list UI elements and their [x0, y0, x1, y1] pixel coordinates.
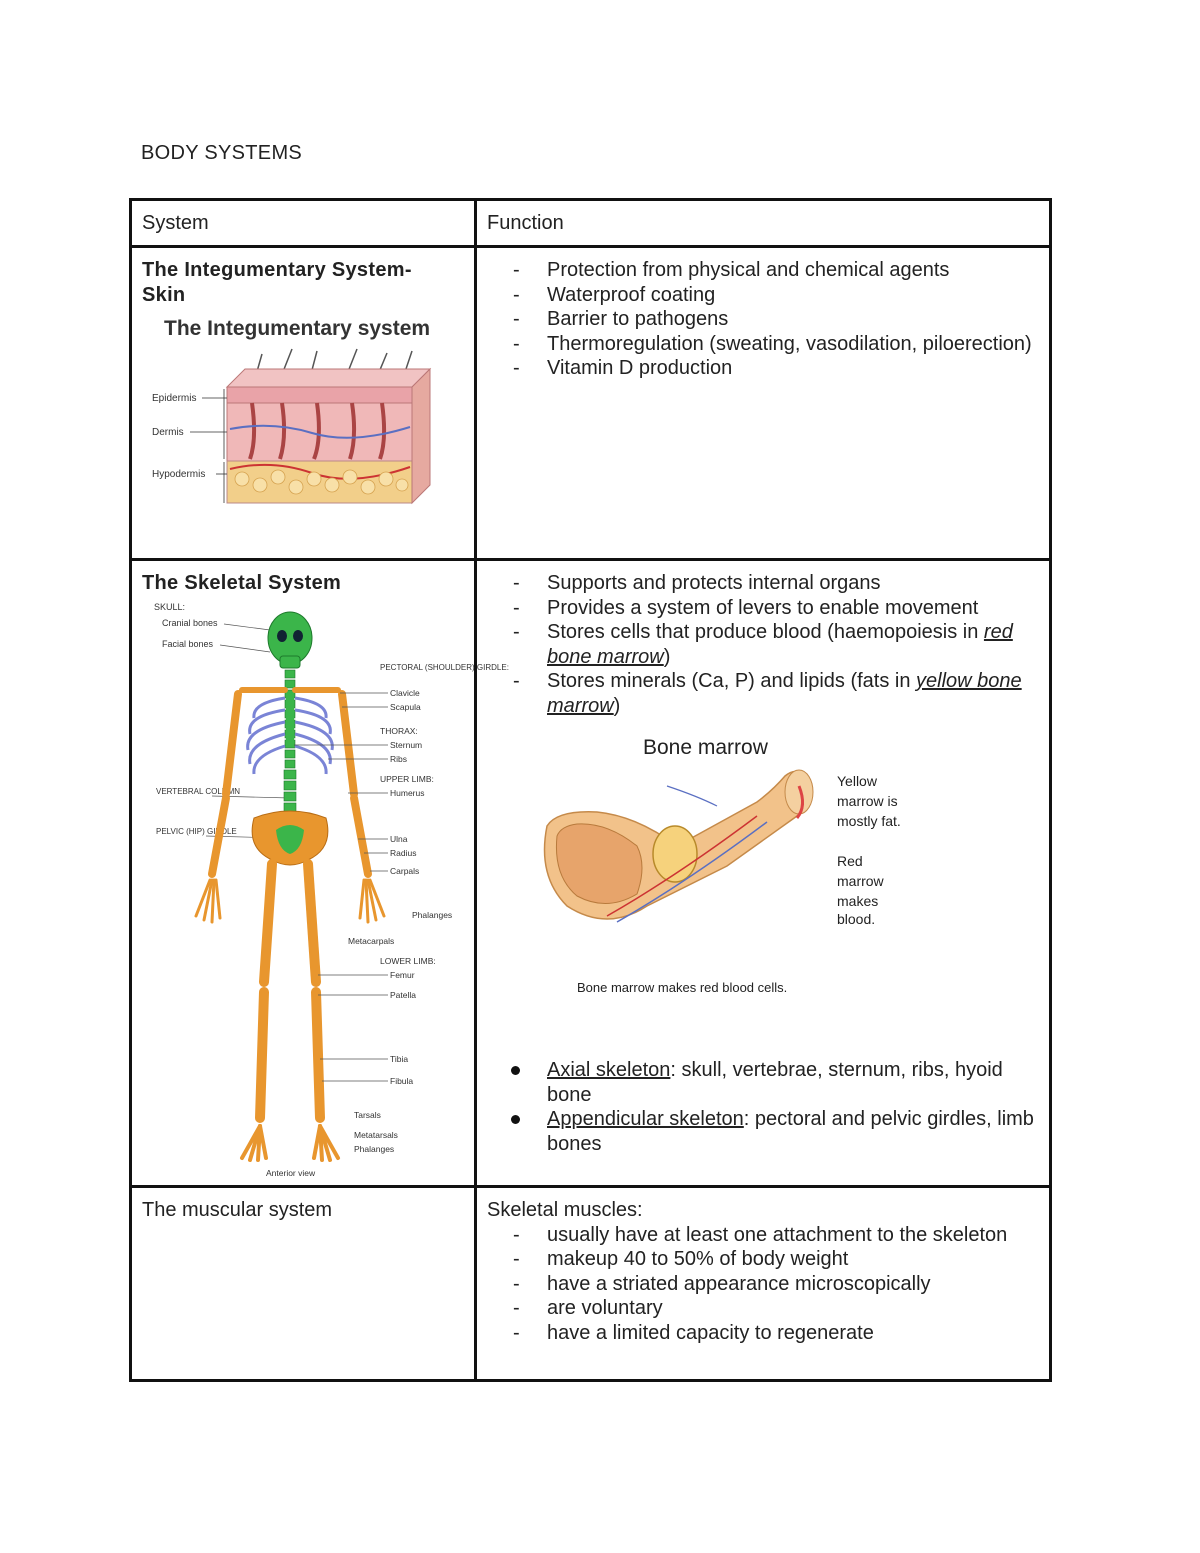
list-item	[547, 669, 1039, 718]
header-system: System	[131, 200, 476, 247]
svg-text:Red marrow	[837, 853, 888, 927]
label-skull: SKULL:	[154, 601, 186, 612]
label-thorax: THORAX:	[380, 725, 418, 736]
list-item: - have a limited capacity to regenerate	[547, 1321, 1039, 1346]
yellow-bone-marrow-link[interactable]: yellow bone marrow	[547, 670, 1022, 717]
red-bone-marrow-link[interactable]: red bone marrow	[547, 621, 1013, 668]
bone-icon	[545, 770, 814, 922]
list-item: - Protection from physical and chemical agents	[547, 258, 1039, 283]
label-metatarsals: Metatarsals	[354, 1129, 398, 1140]
note-line: makes	[837, 893, 879, 909]
foot-bones-icon	[242, 1126, 338, 1160]
note-line: marrow	[837, 873, 884, 889]
note-line: blood.	[837, 911, 876, 927]
label-vertebral-column: VERTEBRAL COLUMN	[156, 786, 241, 796]
label-lower-limb: LOWER LIMB:	[380, 955, 436, 966]
document-title: BODY SYSTEMS	[141, 142, 303, 164]
list-item: - Waterproof coating	[547, 283, 1039, 308]
note-line: marrow is	[837, 793, 898, 809]
list-item: - Provides a system of levers to enable movement	[547, 596, 1039, 621]
muscular-intro: Skeletal muscles:	[487, 1199, 643, 1221]
note-line: Red	[837, 853, 863, 869]
table-row-integumentary	[131, 247, 1051, 560]
label-femur: Femur	[390, 969, 415, 980]
system-cell-muscular: The muscular system	[131, 1187, 476, 1381]
text-span: )	[613, 694, 621, 717]
table-row-skeletal	[131, 560, 1051, 1187]
label-patella: Patella	[390, 989, 416, 1000]
bone-marrow-caption: Bone marrow makes red blood cells.	[577, 980, 788, 995]
integumentary-figure	[142, 309, 464, 547]
table-header-row	[131, 200, 1051, 247]
list-item: - Thermoregulation (sweating, vasodilation, piloerection)	[547, 332, 1039, 357]
list-item: - Supports and protects internal organs	[547, 571, 1039, 596]
list-item: - Vitamin D production	[547, 356, 1039, 381]
function-cell-muscular	[476, 1187, 1051, 1381]
label-phalanges-hand: Phalanges	[412, 909, 453, 920]
table-row-muscular	[131, 1187, 1051, 1381]
list-item: - makeup 40 to 50% of body weight	[547, 1247, 1039, 1272]
list-item	[547, 1107, 1039, 1156]
label-phalanges-foot: Phalanges	[354, 1143, 395, 1154]
label-scapula: Scapula	[390, 701, 421, 712]
label-ribs: Ribs	[390, 753, 408, 764]
skeleton-divisions-list	[487, 1058, 1039, 1156]
integumentary-figure-title: The Integumentary system	[164, 317, 431, 340]
label-facial-bones: Facial bones	[162, 638, 214, 649]
text-span: )	[663, 645, 671, 668]
function-cell-integumentary	[476, 247, 1051, 560]
sternum-icon	[286, 696, 294, 746]
hand-bones-icon	[196, 880, 384, 922]
label-clavicle: Clavicle	[390, 687, 420, 698]
list-item: - Barrier to pathogens	[547, 307, 1039, 332]
axial-skeleton-link[interactable]: Axial skeleton	[547, 1059, 671, 1081]
svg-text:Yellow marrow is	[837, 773, 902, 829]
skeletal-function-list	[487, 571, 1039, 718]
system-cell-integumentary	[131, 247, 476, 560]
leg-bones-icon	[260, 864, 320, 1118]
text-span: Stores cells that produce blood (haemopoiesis in	[547, 621, 984, 643]
label-radius: Radius	[390, 847, 417, 858]
label-ulna: Ulna	[390, 833, 408, 844]
skull-icon	[268, 612, 312, 668]
integumentary-function-list	[487, 258, 1039, 381]
label-pelvic-girdle: PELVIC (HIP) GIRDLE	[156, 826, 237, 836]
label-dermis: Dermis	[152, 427, 184, 438]
label-anterior-view: Anterior view	[266, 1167, 316, 1178]
label-pectoral-girdle: PECTORAL (SHOULDER) GIRDLE:	[380, 662, 509, 672]
label-humerus: Humerus	[390, 787, 425, 798]
header-function: Function	[476, 200, 1051, 247]
label-cranial-bones: Cranial bones	[162, 617, 218, 628]
system-cell-skeletal	[131, 560, 509, 1187]
muscular-function-list	[487, 1223, 1039, 1346]
marrow-side-notes	[837, 773, 902, 927]
system-name-integumentary: The Integumentary System- Skin	[142, 259, 412, 306]
label-epidermis: Epidermis	[152, 393, 197, 404]
note-line: mostly fat.	[837, 813, 901, 829]
appendicular-skeleton-link[interactable]: Appendicular skeleton	[547, 1108, 744, 1130]
label-fibula: Fibula	[390, 1075, 414, 1086]
text-span: : skull, vertebrae, sternum, ribs, hyoid bone	[547, 1059, 1003, 1106]
function-cell-skeletal	[476, 560, 1051, 1187]
label-carpals: Carpals	[390, 865, 420, 876]
note-line: Yellow	[837, 773, 877, 789]
label-tibia: Tibia	[390, 1053, 409, 1064]
bone-marrow-title: Bone marrow	[643, 736, 768, 759]
list-item	[547, 1058, 1039, 1107]
skeleton-figure	[142, 598, 509, 1180]
list-item: - are voluntary	[547, 1296, 1039, 1321]
label-tarsals: Tarsals	[354, 1109, 381, 1120]
label-upper-limb: UPPER LIMB:	[380, 773, 434, 784]
label-hypodermis: Hypodermis	[152, 469, 206, 480]
system-name-skeletal: The Skeletal System	[142, 572, 342, 594]
list-item: - usually have at least one attachment to the skeleton	[547, 1223, 1039, 1248]
list-item: - have a striated appearance microscopically	[547, 1272, 1039, 1297]
text-span: Stores minerals (Ca, P) and lipids (fats in	[547, 670, 917, 692]
body-systems-table	[129, 198, 1052, 1382]
list-item	[547, 620, 1039, 669]
bone-marrow-figure	[527, 726, 947, 1006]
text-span: : pectoral and pelvic girdles, limb bones	[547, 1108, 1034, 1155]
skin-block-icon	[227, 369, 430, 503]
label-metacarpals: Metacarpals	[348, 935, 395, 946]
label-sternum: Sternum	[390, 739, 423, 750]
